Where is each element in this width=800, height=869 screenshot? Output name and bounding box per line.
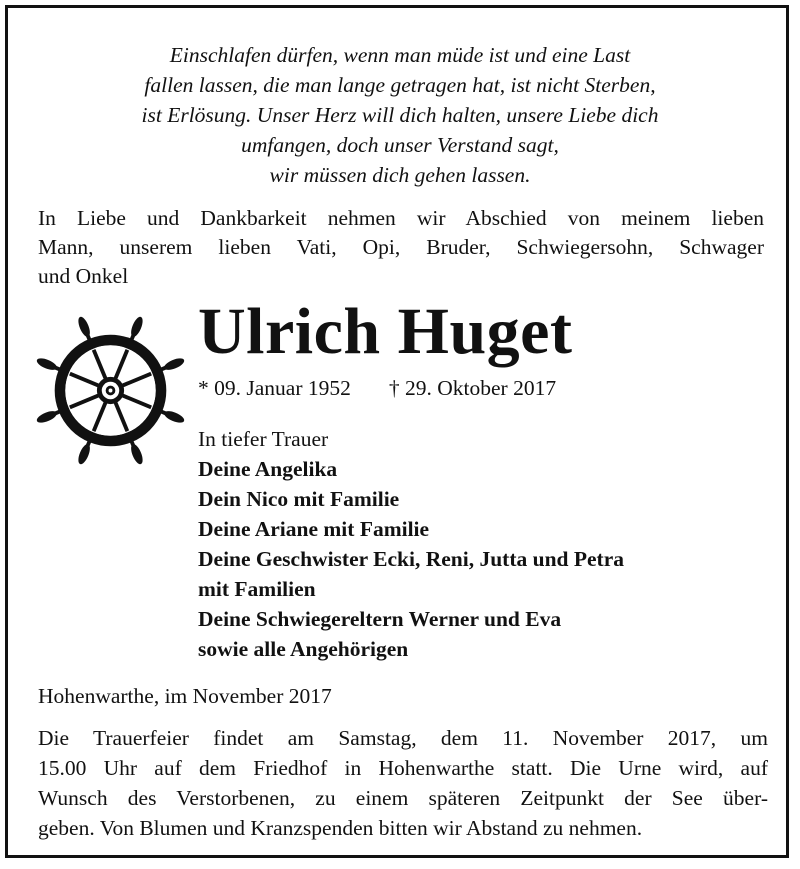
mourner-line: Dein Nico mit Familie <box>198 487 400 511</box>
ship-wheel-icon <box>28 308 193 473</box>
farewell-intro <box>38 204 764 291</box>
funeral-line: geben. Von Blumen und Kranzspenden bitten wir Abstand zu nehmen. <box>38 816 643 840</box>
funeral-line: Wunsch des Verstorbenen, zu einem späteren Zeitpunkt der See über- <box>38 786 768 810</box>
mourner-line: Deine Angelika <box>198 457 338 481</box>
deceased-name: Ulrich Huget <box>198 295 573 368</box>
intro-line: Mann, unserem lieben Vati, Opi, Bruder, Schwiegersohn, Schwager <box>38 235 764 259</box>
intro-line: und Onkel <box>38 264 129 288</box>
verse-line: Einschlafen dürfen, wenn man müde ist und eine Last <box>169 43 631 67</box>
mourner-line: Deine Ariane mit Familie <box>198 517 430 541</box>
memorial-verse <box>8 40 792 190</box>
obituary-notice <box>5 5 789 858</box>
verse-line: umfangen, doch unser Verstand sagt, <box>241 133 559 157</box>
birth-date: * 09. Januar 1952 <box>198 376 351 400</box>
mourner-line: Deine Geschwister Ecki, Reni, Jutta und Petra <box>198 547 624 571</box>
funeral-line: Die Trauerfeier findet am Samstag, dem 11. November 2017, um <box>38 726 768 750</box>
place-and-date: Hohenwarthe, im November 2017 <box>38 684 332 708</box>
funeral-line: 15.00 Uhr auf dem Friedhof in Hohenwarthe statt. Die Urne wird, auf <box>38 756 768 780</box>
death-date: † 29. Oktober 2017 <box>388 376 557 400</box>
verse-line: ist Erlösung. Unser Herz will dich halten, unsere Liebe dich <box>141 103 659 127</box>
verse-line: wir müssen dich gehen lassen. <box>269 163 531 187</box>
funeral-details <box>38 723 768 843</box>
mourner-line: mit Familien <box>198 577 316 601</box>
mourner-line: Deine Schwiegereltern Werner und Eva <box>198 607 562 631</box>
verse-line: fallen lassen, die man lange getragen hat, ist nicht Sterben, <box>144 73 656 97</box>
mourners-heading: In tiefer Trauer <box>198 427 329 451</box>
mourner-line: sowie alle Angehörigen <box>198 637 409 661</box>
intro-line: In Liebe und Dankbarkeit nehmen wir Abschied von meinem lieben <box>38 206 764 230</box>
mourners-list <box>198 424 624 664</box>
life-dates <box>198 373 556 403</box>
